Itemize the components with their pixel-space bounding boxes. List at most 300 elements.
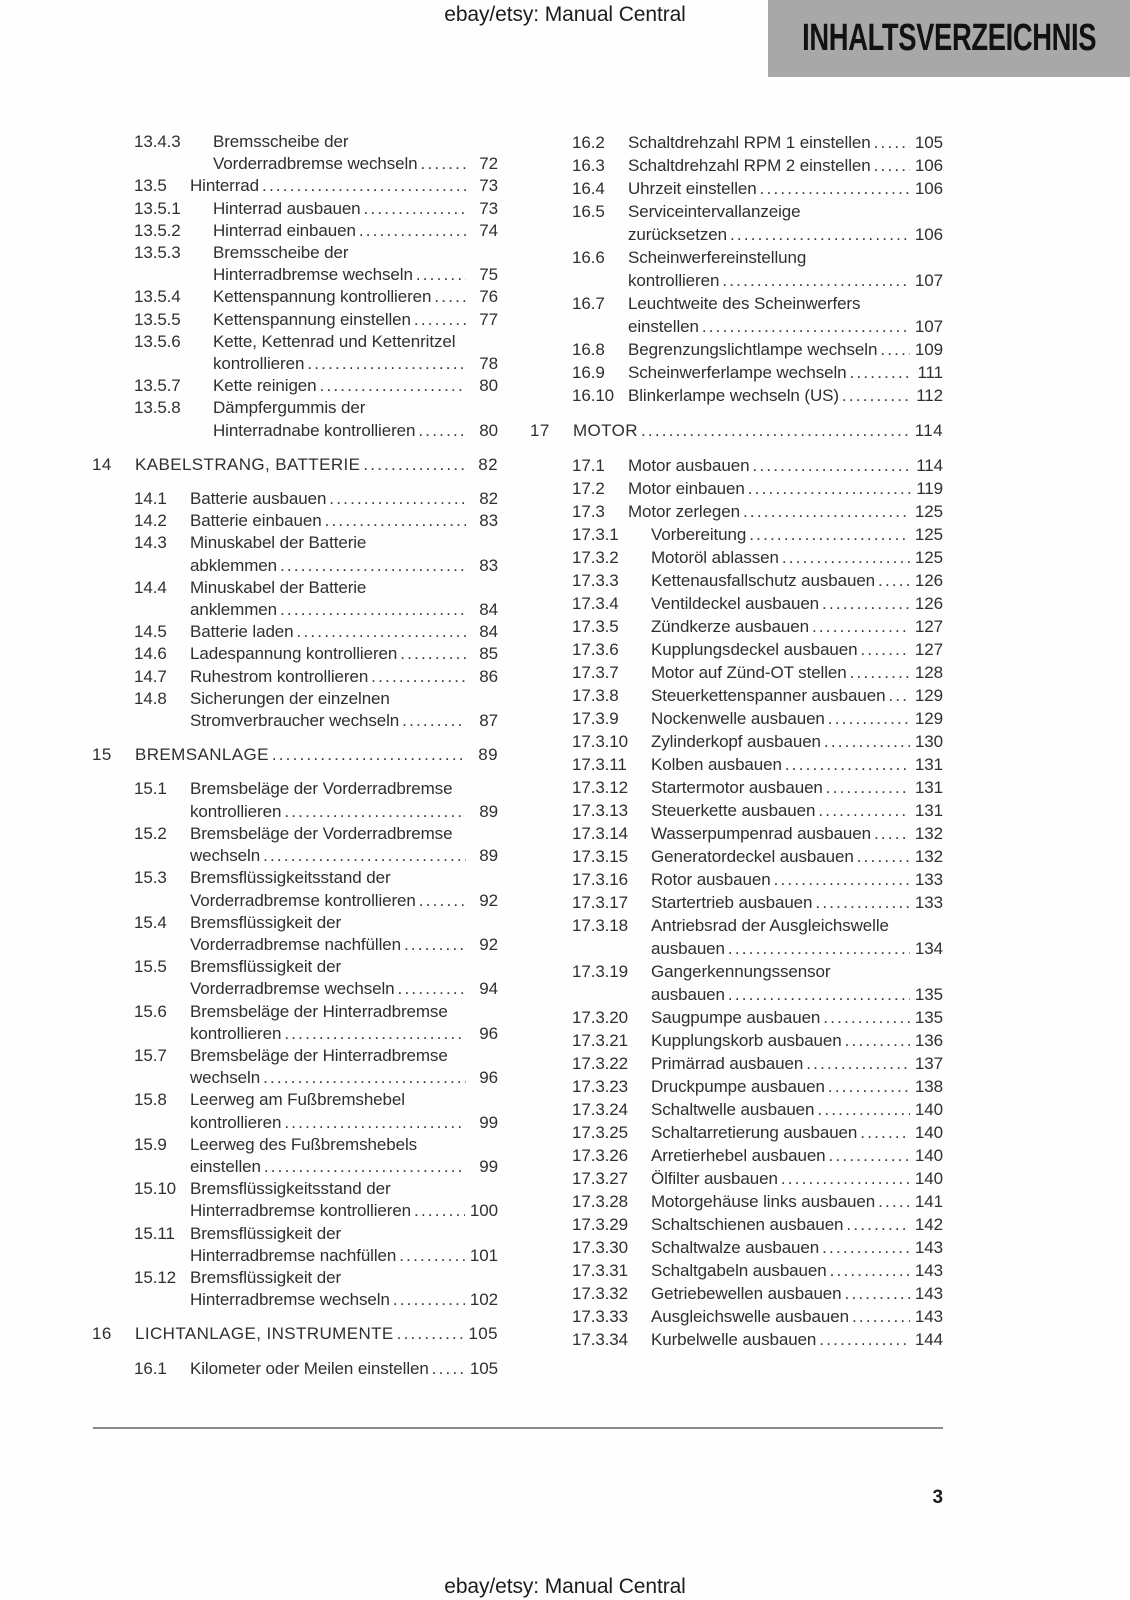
toc-entry-title-line: Motorgehäuse links ausbauen bbox=[651, 1192, 876, 1211]
toc-entry-title-line: Motor ausbauen bbox=[628, 456, 750, 475]
toc-entry-content bbox=[190, 823, 498, 867]
toc-entry bbox=[572, 1236, 943, 1259]
toc-entry bbox=[572, 500, 943, 523]
toc-entry-number: 13.5.5 bbox=[134, 309, 181, 329]
toc-entry-page-number: 85 bbox=[479, 644, 498, 664]
toc-entry-last-line bbox=[190, 666, 498, 688]
toc-entry-content bbox=[628, 500, 943, 523]
toc-entry bbox=[572, 707, 943, 730]
toc-entry bbox=[572, 753, 943, 776]
toc-entry-number: 17.3.13 bbox=[572, 801, 629, 820]
toc-entry-content bbox=[190, 778, 498, 822]
toc-entry-number: 13.5.4 bbox=[134, 287, 181, 307]
toc-entry-number: 17.3.3 bbox=[572, 571, 619, 590]
dot-leader bbox=[860, 1121, 910, 1144]
toc-entry-number: 13.4.3 bbox=[134, 132, 181, 151]
dot-leader bbox=[399, 1245, 465, 1267]
toc-entry-number: 14.3 bbox=[134, 533, 167, 553]
toc-entry-last-line bbox=[651, 1236, 943, 1259]
toc-entry-last-line bbox=[190, 621, 498, 643]
toc-entry-number: 17.3.11 bbox=[572, 755, 627, 774]
toc-entry bbox=[572, 1144, 943, 1167]
dot-leader bbox=[806, 1052, 910, 1075]
toc-entry bbox=[572, 246, 943, 292]
toc-entry-content bbox=[651, 569, 943, 592]
toc-entry-number: 14.1 bbox=[134, 489, 167, 509]
toc-entry-page-number: 100 bbox=[469, 1201, 498, 1221]
toc-entry-title-line: Hinterradbremse wechseln bbox=[190, 1290, 390, 1310]
toc-entry bbox=[572, 592, 943, 615]
toc-entry-number: 17.3.10 bbox=[572, 732, 629, 751]
toc-entry-title-line: Getriebewellen ausbauen bbox=[651, 1284, 842, 1303]
toc-entry-content bbox=[190, 577, 498, 621]
toc-entry-page-number: 135 bbox=[914, 985, 943, 1004]
toc-entry-content bbox=[213, 397, 498, 441]
toc-entry-number: 15.6 bbox=[134, 1001, 167, 1021]
toc-entry-last-line bbox=[651, 1282, 943, 1305]
toc-entry bbox=[572, 454, 943, 477]
toc-entry-number: 13.5.7 bbox=[134, 376, 181, 396]
toc-entry bbox=[134, 956, 498, 1000]
footer-rule bbox=[93, 1427, 943, 1429]
toc-entry-last-line bbox=[190, 801, 498, 823]
dot-leader bbox=[359, 220, 466, 242]
toc-entry-number: 17.3.18 bbox=[572, 916, 629, 935]
toc-entry-title-line: Vorderradbremse nachfüllen bbox=[190, 934, 401, 954]
toc-entry-last-line bbox=[190, 555, 498, 577]
toc-entry-number: 17.3.4 bbox=[572, 594, 619, 613]
toc-entry-number: 17.3.32 bbox=[572, 1284, 629, 1303]
toc-entry bbox=[134, 1045, 498, 1089]
toc-entry-content bbox=[651, 1282, 943, 1305]
toc-entry-page-number: 144 bbox=[914, 1330, 943, 1349]
toc-entry-page-number: 111 bbox=[917, 363, 943, 382]
toc-entry-last-line bbox=[190, 1067, 498, 1089]
toc-entry-content bbox=[135, 744, 498, 766]
toc-entry-content bbox=[628, 454, 943, 477]
dot-leader bbox=[822, 1236, 910, 1259]
toc-entry-title-line: kontrollieren bbox=[628, 271, 720, 290]
toc-entry-page-number: 94 bbox=[479, 979, 498, 999]
toc-entry-page-number: 106 bbox=[914, 179, 943, 198]
toc-entry bbox=[572, 1029, 943, 1052]
toc-entry bbox=[572, 1259, 943, 1282]
toc-entry-last-line bbox=[651, 1121, 943, 1144]
toc-entry-title-line: Serviceintervallanzeige bbox=[628, 202, 801, 221]
toc-entry-page-number: 130 bbox=[914, 732, 943, 751]
toc-entry-page-number: 137 bbox=[914, 1054, 943, 1073]
toc-entry-number: 13.5.6 bbox=[134, 331, 181, 351]
dot-leader bbox=[325, 510, 466, 532]
toc-entry-title-line: Dämpfergummis der bbox=[213, 398, 366, 418]
toc-entry bbox=[572, 523, 943, 546]
toc-entry-title-line: abklemmen bbox=[190, 555, 277, 575]
toc-entry-number: 17.3.6 bbox=[572, 640, 619, 659]
toc-entry-page-number: 80 bbox=[479, 420, 498, 440]
toc-entry-content bbox=[651, 546, 943, 569]
dot-leader bbox=[822, 592, 910, 615]
toc-entry-content bbox=[651, 1213, 943, 1236]
toc-entry-title-line: Kettenspannung einstellen bbox=[213, 309, 411, 329]
toc-entry bbox=[134, 688, 498, 732]
dot-leader bbox=[320, 375, 466, 397]
toc-entry bbox=[134, 1358, 498, 1380]
toc-entry-content bbox=[651, 638, 943, 661]
toc-entry-content bbox=[628, 292, 943, 338]
toc-entry-last-line bbox=[190, 488, 498, 510]
toc-entry bbox=[572, 868, 943, 891]
toc-entry bbox=[572, 1328, 943, 1351]
toc-entry-last-line bbox=[213, 286, 498, 308]
toc-entry-title-line: Schaltarretierung ausbauen bbox=[651, 1123, 858, 1142]
toc-entry-content bbox=[213, 131, 498, 175]
toc-entry-content bbox=[190, 912, 498, 956]
toc-entry-page-number: 138 bbox=[914, 1077, 943, 1096]
toc-entry-page-number: 80 bbox=[479, 376, 498, 396]
toc-entry-content bbox=[651, 822, 943, 845]
toc-entry bbox=[134, 510, 498, 532]
dot-leader bbox=[823, 1006, 910, 1029]
toc-entry-title-line: Kettenausfallschutz ausbauen bbox=[651, 571, 876, 590]
dot-leader bbox=[307, 353, 466, 375]
toc-entry-content bbox=[190, 867, 498, 911]
toc-entry bbox=[134, 912, 498, 956]
toc-entry-title-line: Motor auf Zünd-OT stellen bbox=[651, 663, 847, 682]
toc-entry-last-line bbox=[190, 934, 498, 956]
dot-leader bbox=[280, 599, 466, 621]
toc-entry-last-line bbox=[651, 661, 943, 684]
dot-leader bbox=[730, 223, 910, 246]
toc-entry-number: 16.1 bbox=[134, 1358, 167, 1378]
toc-entry-number: 15.11 bbox=[134, 1223, 175, 1243]
toc-entry bbox=[572, 361, 943, 384]
toc-entry-last-line bbox=[651, 707, 943, 730]
toc-entry-number: 15.12 bbox=[134, 1267, 177, 1287]
toc-entry bbox=[572, 131, 943, 154]
toc-entry-content bbox=[190, 510, 498, 532]
toc-entry-title-line: Kette, Kettenrad und Kettenritzel bbox=[213, 331, 456, 351]
toc-entry bbox=[572, 684, 943, 707]
toc-entry-number: 16.4 bbox=[572, 179, 605, 198]
dot-leader bbox=[284, 1112, 466, 1134]
toc-entry-last-line bbox=[651, 684, 943, 707]
toc-entry bbox=[134, 488, 498, 510]
toc-entry-title-line: Hinterrad ausbauen bbox=[213, 198, 361, 218]
toc-entry-content bbox=[651, 845, 943, 868]
toc-entry-last-line bbox=[190, 1245, 498, 1267]
toc-entry bbox=[572, 914, 943, 960]
toc-entry-number: 16.6 bbox=[572, 248, 605, 267]
toc-entry bbox=[572, 730, 943, 753]
toc-entry-page-number: 96 bbox=[479, 1023, 498, 1043]
toc-entry-page-number: 141 bbox=[914, 1192, 943, 1211]
toc-entry-last-line bbox=[628, 384, 943, 407]
toc-entry-content bbox=[651, 1328, 943, 1351]
toc-entry-number: 14.7 bbox=[134, 666, 167, 686]
toc-entry-last-line bbox=[628, 177, 943, 200]
dot-leader bbox=[846, 1213, 910, 1236]
toc-entry-content bbox=[651, 1052, 943, 1075]
toc-entry-content bbox=[651, 1121, 943, 1144]
toc-entry-title-line: Schaltwalze ausbauen bbox=[651, 1238, 820, 1257]
toc-entry-last-line bbox=[135, 454, 498, 476]
toc-entry bbox=[134, 666, 498, 688]
toc-entry-page-number: 77 bbox=[479, 309, 498, 329]
header-watermark: ebay/etsy: Manual Central bbox=[444, 3, 686, 26]
toc-entry bbox=[134, 1134, 498, 1178]
dot-leader bbox=[829, 1144, 910, 1167]
toc-entry-last-line bbox=[213, 153, 498, 175]
toc-entry bbox=[134, 1178, 498, 1222]
toc-entry bbox=[572, 569, 943, 592]
dot-leader bbox=[421, 153, 466, 175]
toc-entry-number: 15.5 bbox=[134, 957, 167, 977]
toc-entry-last-line bbox=[190, 1156, 498, 1178]
toc-entry-page-number: 73 bbox=[479, 176, 498, 196]
dot-leader bbox=[728, 937, 910, 960]
dot-leader bbox=[397, 1323, 464, 1345]
toc-entry-page-number: 136 bbox=[914, 1031, 943, 1050]
toc-entry-content bbox=[651, 960, 943, 1006]
toc-entry-number: 14 bbox=[92, 454, 112, 474]
dot-leader bbox=[874, 154, 910, 177]
dot-leader bbox=[874, 822, 910, 845]
toc-entry-page-number: 143 bbox=[914, 1307, 943, 1326]
toc-entry-number: 16.10 bbox=[572, 386, 615, 405]
toc-entry-last-line bbox=[190, 599, 498, 621]
dot-leader bbox=[824, 730, 910, 753]
toc-entry-page-number: 105 bbox=[914, 133, 943, 152]
toc-entry-page-number: 101 bbox=[469, 1245, 498, 1265]
toc-entry-content bbox=[628, 384, 943, 407]
toc-entry-content bbox=[190, 643, 498, 665]
toc-entry-content bbox=[190, 532, 498, 576]
toc-entry-last-line bbox=[651, 868, 943, 891]
toc-entry-last-line bbox=[651, 1098, 943, 1121]
toc-entry-last-line bbox=[651, 1328, 943, 1351]
toc-entry bbox=[530, 419, 943, 442]
toc-entry-number: 17.3.29 bbox=[572, 1215, 629, 1234]
dot-leader bbox=[414, 1200, 465, 1222]
toc-entry-last-line bbox=[651, 1167, 943, 1190]
toc-entry-content bbox=[651, 1144, 943, 1167]
dot-leader bbox=[828, 1075, 910, 1098]
toc-entry-page-number: 82 bbox=[479, 489, 498, 509]
toc-entry-content bbox=[213, 309, 498, 331]
dot-leader bbox=[850, 661, 910, 684]
dot-leader bbox=[845, 1282, 910, 1305]
toc-entry-last-line bbox=[628, 315, 943, 338]
toc-entry-title-line: Kupplungskorb ausbauen bbox=[651, 1031, 842, 1050]
toc-entry-number: 16.5 bbox=[572, 202, 605, 221]
toc-entry-last-line bbox=[190, 978, 498, 1000]
toc-entry-content bbox=[651, 1236, 943, 1259]
toc-entry-content bbox=[190, 1045, 498, 1089]
dot-leader bbox=[828, 707, 910, 730]
toc-entry-title-line: kontrollieren bbox=[213, 354, 305, 374]
dot-leader bbox=[826, 776, 910, 799]
toc-entry-page-number: 131 bbox=[914, 801, 943, 820]
toc-entry-number: 17.3.14 bbox=[572, 824, 629, 843]
toc-entry bbox=[572, 1098, 943, 1121]
toc-entry-number: 16.9 bbox=[572, 363, 605, 382]
toc-entry bbox=[134, 643, 498, 665]
toc-entry-title-line: Batterie einbauen bbox=[190, 511, 322, 531]
toc-entry-title-line: zurücksetzen bbox=[628, 225, 727, 244]
toc-entry-title-line: Motor einbauen bbox=[628, 479, 745, 498]
toc-entry-title-line: Ruhestrom kontrollieren bbox=[190, 666, 369, 686]
toc-entry-number: 15 bbox=[92, 745, 112, 765]
dot-leader bbox=[329, 488, 466, 510]
toc-entry-title-line: Startermotor ausbauen bbox=[651, 778, 823, 797]
toc-entry-page-number: 131 bbox=[914, 755, 943, 774]
toc-entry bbox=[92, 744, 498, 766]
toc-entry-content bbox=[190, 488, 498, 510]
toc-entry-content bbox=[573, 419, 943, 442]
toc-entry-content bbox=[651, 684, 943, 707]
toc-entry-last-line bbox=[651, 822, 943, 845]
toc-entry-last-line bbox=[651, 592, 943, 615]
toc-entry-last-line bbox=[628, 223, 943, 246]
toc-entry-page-number: 143 bbox=[914, 1261, 943, 1280]
toc-entry-title-line: Kolben ausbauen bbox=[651, 755, 782, 774]
toc-entry-number: 15.7 bbox=[134, 1045, 167, 1065]
toc-entry bbox=[572, 891, 943, 914]
toc-entry-content bbox=[190, 1223, 498, 1267]
toc-entry-content bbox=[135, 1323, 498, 1345]
toc-entry-content bbox=[628, 477, 943, 500]
toc-entry-last-line bbox=[651, 1144, 943, 1167]
toc-entry-title-line: Leuchtweite des Scheinwerfers bbox=[628, 294, 861, 313]
toc-entry-content bbox=[213, 220, 498, 242]
toc-entry-last-line bbox=[213, 309, 498, 331]
toc-entry-number: 17.3.28 bbox=[572, 1192, 629, 1211]
toc-entry-last-line bbox=[651, 799, 943, 822]
toc-entry bbox=[572, 661, 943, 684]
toc-entry bbox=[572, 1006, 943, 1029]
toc-entry bbox=[572, 776, 943, 799]
toc-entry-number: 16.7 bbox=[572, 294, 605, 313]
toc-entry-last-line bbox=[213, 353, 498, 375]
toc-entry-last-line bbox=[190, 1358, 498, 1380]
toc-entry-title-line: Ausgleichswelle ausbauen bbox=[651, 1307, 849, 1326]
toc-entry-content bbox=[190, 666, 498, 688]
dot-leader bbox=[398, 978, 466, 1000]
toc-entry bbox=[572, 1190, 943, 1213]
dot-leader bbox=[878, 1190, 910, 1213]
toc-entry-page-number: 99 bbox=[479, 1112, 498, 1132]
toc-entry-last-line bbox=[135, 744, 498, 766]
toc-entry-page-number: 114 bbox=[916, 456, 943, 475]
dot-leader bbox=[749, 523, 910, 546]
dot-leader bbox=[752, 454, 911, 477]
toc-entry-title-line: Vorderradbremse kontrollieren bbox=[190, 890, 416, 910]
toc-entry-number: 17.3.23 bbox=[572, 1077, 629, 1096]
toc-entry-number: 17.3.2 bbox=[572, 548, 619, 567]
toc-entry-content bbox=[628, 131, 943, 154]
toc-entry-title-line: Ventildeckel ausbauen bbox=[651, 594, 820, 613]
dot-leader bbox=[845, 1029, 910, 1052]
toc-entry-page-number: 125 bbox=[914, 548, 943, 567]
toc-entry-title-line: Leerweg am Fußbremshebel bbox=[190, 1090, 405, 1110]
toc-entry-last-line bbox=[213, 420, 498, 442]
toc-entry-last-line bbox=[190, 510, 498, 532]
toc-entry-page-number: 83 bbox=[479, 511, 498, 531]
toc-entry-page-number: 92 bbox=[479, 934, 498, 954]
toc-entry-title-line: Hinterradnabe kontrollieren bbox=[213, 420, 416, 440]
toc-entry-page-number: 119 bbox=[916, 479, 943, 498]
toc-entry-page-number: 132 bbox=[914, 847, 943, 866]
toc-entry bbox=[572, 546, 943, 569]
toc-entry bbox=[92, 454, 498, 476]
toc-entry bbox=[134, 175, 498, 197]
dot-leader bbox=[852, 1305, 910, 1328]
toc-entry-title-line: Kurbelwelle ausbauen bbox=[651, 1330, 817, 1349]
toc-entry-title-line: Hinterradbremse wechseln bbox=[213, 265, 413, 285]
toc-entry-page-number: 92 bbox=[479, 890, 498, 910]
toc-entry bbox=[134, 1267, 498, 1311]
toc-entry bbox=[134, 867, 498, 911]
toc-entry-title-line: Hinterrad einbauen bbox=[213, 220, 356, 240]
dot-leader bbox=[702, 315, 910, 338]
dot-leader bbox=[785, 753, 910, 776]
toc-entry-last-line bbox=[651, 1006, 943, 1029]
toc-entry-number: 13.5.1 bbox=[134, 198, 181, 218]
toc-entry-page-number: 126 bbox=[914, 571, 943, 590]
toc-entry-last-line bbox=[651, 569, 943, 592]
toc-entry-number: 17.3.19 bbox=[572, 962, 629, 981]
toc-entry-last-line bbox=[628, 454, 943, 477]
toc-entry-page-number: 133 bbox=[914, 893, 943, 912]
toc-entry-last-line bbox=[651, 891, 943, 914]
dot-leader bbox=[284, 801, 466, 823]
dot-leader bbox=[842, 384, 911, 407]
toc-entry-title-line: einstellen bbox=[628, 317, 699, 336]
toc-entry-page-number: 125 bbox=[914, 502, 943, 521]
toc-entry-page-number: 75 bbox=[479, 265, 498, 285]
dot-leader bbox=[284, 1023, 466, 1045]
toc-entry-title-line: Ladespannung kontrollieren bbox=[190, 644, 398, 664]
dot-leader bbox=[371, 666, 466, 688]
toc-entry-content bbox=[190, 1089, 498, 1133]
toc-entry bbox=[572, 338, 943, 361]
toc-entry-last-line bbox=[135, 1323, 498, 1345]
toc-entry-number: 17.3.1 bbox=[572, 525, 619, 544]
toc-entry bbox=[572, 177, 943, 200]
toc-entry-title-line: Hinterrad bbox=[190, 176, 260, 196]
toc-entry-title-line: Hinterradbremse nachfüllen bbox=[190, 1245, 397, 1265]
toc-entry-content bbox=[651, 868, 943, 891]
toc-entry-title-line: Hinterradbremse kontrollieren bbox=[190, 1201, 412, 1221]
dot-leader bbox=[414, 309, 466, 331]
toc-entry-number: 17.3.15 bbox=[572, 847, 629, 866]
toc-entry-page-number: 86 bbox=[479, 666, 498, 686]
toc-entry-title-line: Motor zerlegen bbox=[628, 502, 740, 521]
toc-entry-title-line: Wasserpumpenrad ausbauen bbox=[651, 824, 871, 843]
dot-leader bbox=[280, 555, 466, 577]
toc-entry-page-number: 89 bbox=[479, 801, 498, 821]
toc-entry bbox=[572, 1213, 943, 1236]
toc-entry-content bbox=[628, 338, 943, 361]
toc-entry bbox=[572, 1282, 943, 1305]
toc-entry-title-line: Scheinwerfereinstellung bbox=[628, 248, 807, 267]
toc-entry-last-line bbox=[651, 1213, 943, 1236]
dot-leader bbox=[641, 419, 910, 442]
toc-entry-title-line: Schaltdrehzahl RPM 2 einstellen bbox=[628, 156, 871, 175]
toc-entry-page-number: 99 bbox=[479, 1156, 498, 1176]
toc-entry-content bbox=[190, 621, 498, 643]
dot-leader bbox=[722, 269, 910, 292]
